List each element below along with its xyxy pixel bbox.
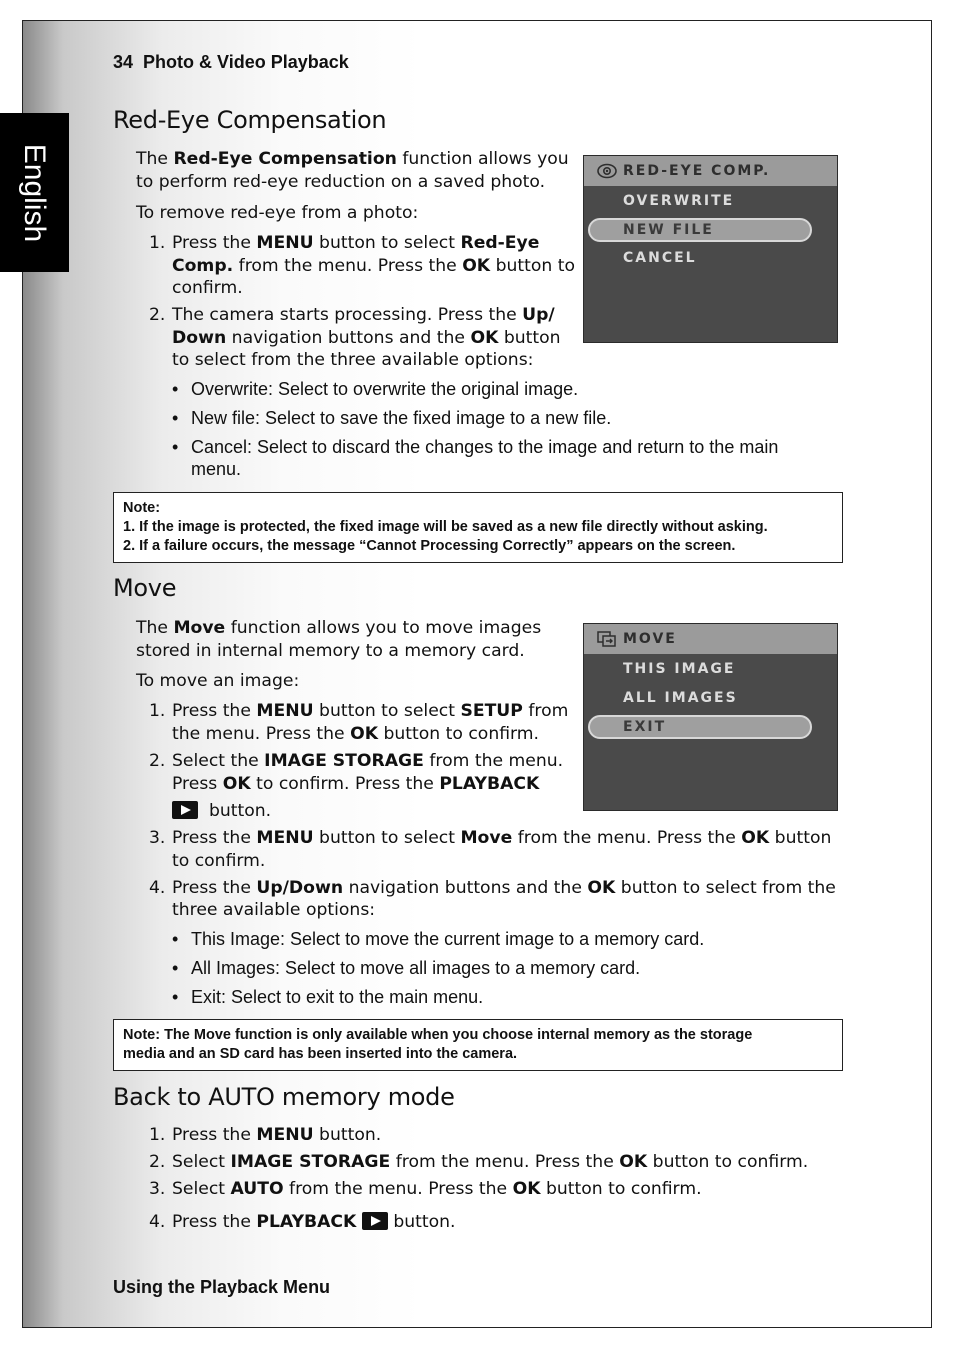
section-heading-move: Move xyxy=(113,574,177,602)
move-step2-line1: Select the IMAGE STORAGE from the menu. xyxy=(172,751,564,771)
move-icon xyxy=(597,631,617,647)
red-eye-intro-line1: The Red-Eye Compensation function allows you xyxy=(136,149,569,169)
step-number: 1. xyxy=(149,701,166,721)
menu-selection-highlight xyxy=(588,715,812,739)
move-step2-line3: button. xyxy=(172,800,271,823)
red-eye-lead: To remove red-eye from a photo: xyxy=(136,203,419,223)
language-tab xyxy=(0,113,69,272)
step-number: 3. xyxy=(149,828,166,848)
step-number: 4. xyxy=(149,878,166,898)
step-number: 1. xyxy=(149,1125,166,1145)
play-icon xyxy=(172,801,198,819)
menu-title-bar xyxy=(584,624,837,654)
menu-item-overwrite[interactable]: OVERWRITE xyxy=(623,193,735,209)
bullet-item: • Exit: Select to exit to the main menu. xyxy=(172,987,484,1007)
move-step4-line1: Press the Up/Down navigation buttons and the OK button to select from the xyxy=(172,878,836,898)
play-icon xyxy=(362,1212,388,1230)
bullet-item: • This Image: Select to move the current image to a memory card. xyxy=(172,929,705,949)
menu-item-this-image[interactable]: THIS IMAGE xyxy=(623,661,736,677)
note-box-red-eye xyxy=(113,492,843,563)
bullet-item: • Overwrite: Select to overwrite the original image. xyxy=(172,379,579,399)
header-section: Photo & Video Playback xyxy=(143,52,349,72)
page-footer: Using the Playback Menu xyxy=(113,1277,331,1297)
menu-title: RED-EYE COMP. xyxy=(623,163,771,179)
red-eye-step2-line3: to select from the three available options: xyxy=(172,350,534,370)
step-number: 1. xyxy=(149,233,166,253)
menu-item-new-file[interactable]: NEW FILE xyxy=(623,222,714,238)
step-number: 2. xyxy=(149,305,166,325)
section-heading-red-eye: Red-Eye Compensation xyxy=(113,106,387,134)
section-heading-auto: Back to AUTO memory mode xyxy=(113,1083,455,1111)
move-intro-line2: stored in internal memory to a memory card. xyxy=(136,641,525,661)
page-number: 34 xyxy=(113,52,134,72)
note-line: Note: The Move function is only available when you choose internal memory as the storage xyxy=(123,1027,753,1043)
red-eye-step2-line1: The camera starts processing. Press the Up/ xyxy=(172,305,555,325)
red-eye-step1-line2: Comp. from the menu. Press the OK button to xyxy=(172,256,576,276)
menu-item-exit[interactable]: EXIT xyxy=(623,719,667,735)
menu-title: MOVE xyxy=(623,631,677,647)
menu-item-all-images[interactable]: ALL IMAGES xyxy=(623,690,738,706)
red-eye-step2-line2: Down navigation buttons and the OK button xyxy=(172,328,561,348)
move-intro-line1: The Move function allows you to move images xyxy=(136,618,542,638)
step-number: 2. xyxy=(149,751,166,771)
step-number: 3. xyxy=(149,1179,166,1199)
move-step4-line2: three available options: xyxy=(172,900,376,920)
language-tab-label: English xyxy=(18,143,51,243)
step-number: 4. xyxy=(149,1212,166,1232)
bullet-item-continued: menu. xyxy=(191,459,242,479)
note-line: 2. If a failure occurs, the message “Cannot Processing Correctly” appears on the screen. xyxy=(123,538,736,554)
bullet-item: • New file: Select to save the fixed image to a new file. xyxy=(172,408,612,428)
auto-step4: Press the PLAYBACK button. xyxy=(172,1212,456,1232)
bullet-item: • All Images: Select to move all images to a memory card. xyxy=(172,958,641,978)
auto-step1: Press the MENU button. xyxy=(172,1125,382,1145)
page-header xyxy=(113,52,349,73)
bullet-item: • Cancel: Select to discard the changes to the image and return to the main xyxy=(172,437,779,457)
note-box-move xyxy=(113,1019,843,1071)
move-lead: To move an image: xyxy=(136,671,300,691)
move-step3-line2: to confirm. xyxy=(172,851,266,871)
camera-menu-screen-move xyxy=(583,623,838,811)
note-line: media and an SD card has been inserted into the camera. xyxy=(123,1046,518,1062)
red-eye-step1-line1: Press the MENU button to select Red-Eye xyxy=(172,233,540,253)
note-line: 1. If the image is protected, the fixed image will be saved as a new file directly without asking. xyxy=(123,519,768,535)
step-number: 2. xyxy=(149,1152,166,1172)
auto-step3: Select AUTO from the menu. Press the OK button to confirm. xyxy=(172,1179,702,1199)
move-step1-line1: Press the MENU button to select SETUP from xyxy=(172,701,569,721)
red-eye-step1-line3: confirm. xyxy=(172,278,243,298)
menu-item-cancel[interactable]: CANCEL xyxy=(623,250,697,266)
move-step2-line2: Press OK to confirm. Press the PLAYBACK xyxy=(172,774,540,794)
auto-step2: Select IMAGE STORAGE from the menu. Press the OK button to confirm. xyxy=(172,1152,809,1172)
eye-icon xyxy=(597,163,617,179)
move-step1-line2: the menu. Press the OK button to confirm. xyxy=(172,724,540,744)
red-eye-intro-line2: to perform red-eye reduction on a saved photo. xyxy=(136,172,546,192)
move-step3-line1: Press the MENU button to select Move from the menu. Press the OK button xyxy=(172,828,832,848)
note-label: Note: xyxy=(123,500,161,516)
camera-menu-screen-red-eye xyxy=(583,155,838,343)
